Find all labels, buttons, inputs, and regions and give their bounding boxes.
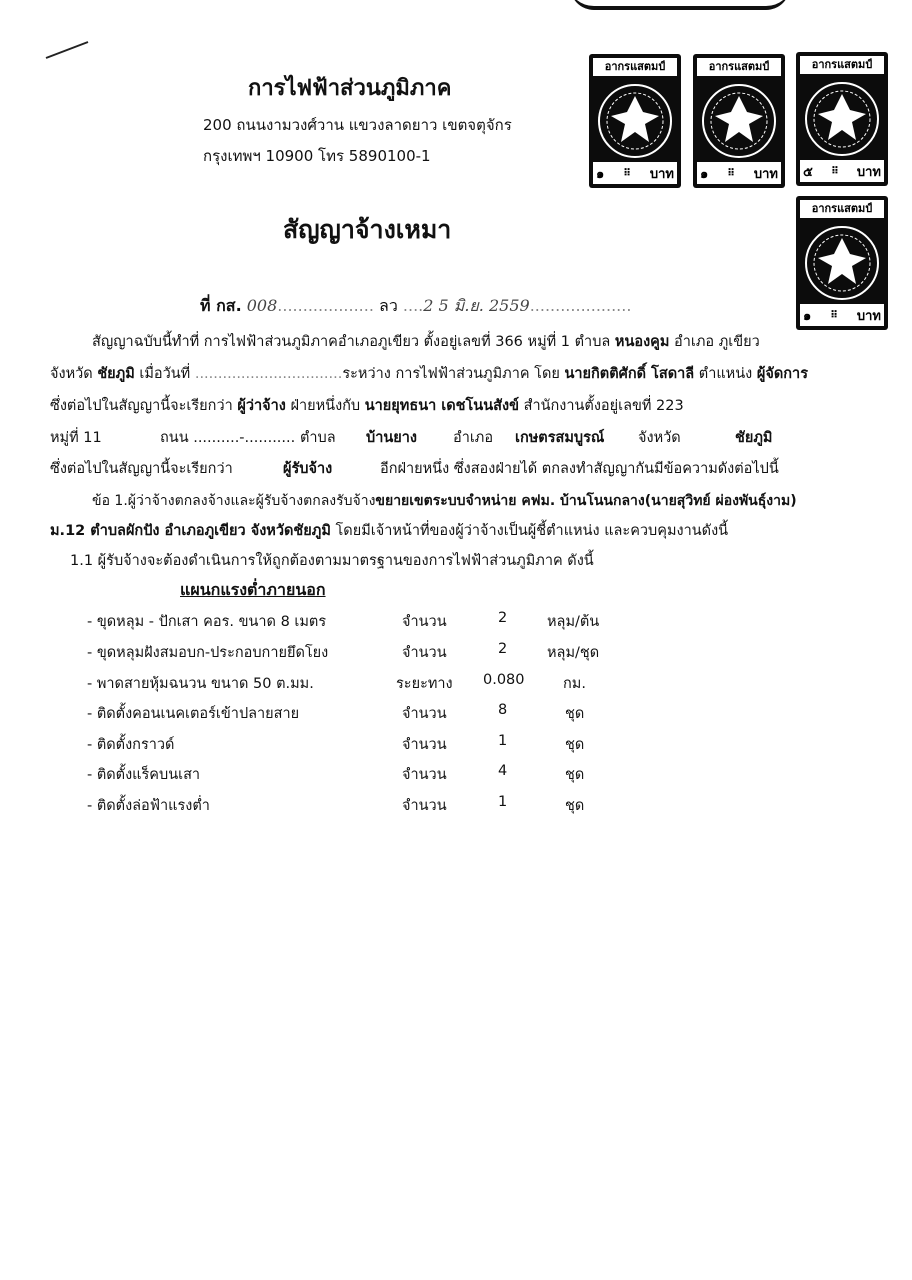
garuda-emblem-icon [796, 76, 888, 162]
item-quantity: 1 [498, 794, 508, 810]
work-item-row [0, 610, 912, 634]
stamp-unit: บาท [649, 166, 674, 182]
item-unit: ชุด [565, 767, 585, 783]
item-unit: หลุม/ต้น [547, 614, 600, 630]
item-description: - ติดตั้งคอนเนคเตอร์เข้าปลายสาย [87, 706, 300, 722]
body-text: สัญญาฉบับนี้ทำที่ การไฟฟ้าส่วนภูมิภาคอำเภอภูเขียว ตั้งอยู่เลขที่ 366 หมู่ที่ 1 ตำบล [92, 334, 611, 350]
stamp-numeral: ๕ [803, 164, 813, 180]
section-heading: แผนกแรงต่ำภายนอก [180, 580, 326, 599]
body-text-bold: นายกิตติศักดิ์ โสดาลี [564, 366, 695, 382]
body-text: ฝ่ายหนึ่งกับ [285, 398, 365, 414]
item-description: - ติดตั้งแร็คบนเสา [87, 767, 201, 783]
item-label: จำนวน [402, 614, 447, 630]
body-text: ถนน ..........-........... [160, 430, 296, 446]
body-text: โดยมีเจ้าหน้าที่ของผู้ว่าจ้างเป็นผู้ชี้ตำแหน่ง และควบคุมงานดังนี้ [330, 523, 729, 539]
body-text-bold: ชัยภูมิ [97, 366, 135, 382]
body-text: หมู่ที่ 11 [50, 430, 102, 446]
item-quantity: 2 [498, 641, 508, 657]
item-label: จำนวน [402, 737, 447, 753]
date-blank: ................................ [194, 366, 343, 382]
body-text: ซึ่งต่อไปในสัญญานี้จะเรียกว่า [50, 398, 238, 414]
body-text-bold: ชัยภูมิ [735, 430, 773, 446]
work-item-row [0, 702, 912, 726]
work-item-row [0, 733, 912, 757]
item-description: - ติดตั้งล่อฟ้าแรงต่ำ [87, 798, 210, 814]
item-quantity: 0.080 [483, 672, 525, 688]
stamp-unit: บาท [856, 308, 881, 324]
item-label: จำนวน [402, 767, 447, 783]
revenue-stamp: อากรแสตมป์ ๑ ⠿ บาท [693, 54, 785, 188]
ref-no-label: ที่ กส. [200, 296, 242, 315]
body-text-bold: ขยายเขตระบบจำหน่าย คฟม. บ้านโนนกลาง(นายสุวิทย์ ผ่องพันธุ์งาม) [375, 493, 797, 509]
item-description: - พาดสายหุ้มฉนวน ขนาด 50 ต.มม. [87, 676, 314, 692]
garuda-emblem-icon [589, 78, 681, 164]
item-description: - ขุดหลุม - ปักเสา คอร. ขนาด 8 เมตร [87, 614, 327, 630]
body-text-bold: หนองคูม [614, 334, 670, 350]
document-title: สัญญาจ้างเหมา [283, 215, 452, 244]
stamp-header: อากรแสตมป์ [697, 58, 781, 76]
body-line-3 [50, 394, 684, 417]
body-text: สำนักงานตั้งอยู่เลขที่ 223 [518, 398, 684, 414]
org-address-line2: กรุงเทพฯ 10900 โทร 5890100-1 [203, 147, 431, 165]
body-text: อำเภอ ภูเขียว [669, 334, 760, 350]
body-text: ตำแหน่ง [694, 366, 757, 382]
body-line-4 [0, 426, 912, 450]
body-text-bold: ผู้รับจ้าง [283, 461, 333, 477]
item-unit: ชุด [565, 798, 585, 814]
body-text-bold: ผู้ว่าจ้าง [237, 398, 286, 414]
body-text: จังหวัด [638, 430, 681, 446]
ref-date-label: ลว [379, 296, 398, 315]
item-label: จำนวน [402, 706, 447, 722]
ref-date-value: 2 5 มิ.ย. 2559 [423, 296, 530, 315]
ref-date-dots: .................... [529, 296, 632, 315]
body-text: ตำบล [300, 430, 336, 446]
body-text-bold: เกษตรสมบูรณ์ [515, 430, 605, 446]
revenue-stamp: อากรแสตมป์ ๑ ⠿ บาท [796, 196, 888, 330]
stamp-numeral: ๑ [700, 166, 709, 182]
item-unit: หลุม/ชุด [547, 645, 600, 661]
stamp-unit: บาท [856, 164, 881, 180]
item-unit: ชุด [565, 737, 585, 753]
body-line-6 [92, 490, 797, 512]
garuda-emblem-icon [796, 220, 888, 306]
item-unit: ชุด [565, 706, 585, 722]
revenue-stamp: อากรแสตมป์ ๑ ⠿ บาท [589, 54, 681, 188]
reference-line: ที่ กส. 008................... ลว ....2 5 มิ.ย. 2559.................... [200, 296, 632, 315]
body-line-1 [92, 330, 760, 353]
stamp-header: อากรแสตมป์ [800, 200, 884, 218]
item-label: จำนวน [402, 645, 447, 661]
work-item-row [0, 763, 912, 787]
item-quantity: 8 [498, 702, 508, 718]
revenue-stamp: อากรแสตมป์ ๕ ⠿ บาท [796, 52, 888, 186]
org-address-line1: 200 ถนนงามวงศ์วาน แขวงลาดยาว เขตจตุจักร [203, 116, 512, 134]
stamp-header: อากรแสตมป์ [593, 58, 677, 76]
body-line-2 [50, 362, 808, 385]
body-text-bold: บ้านยาง [366, 430, 417, 446]
item-quantity: 1 [498, 733, 508, 749]
item-description: - ติดตั้งกราวด์ [87, 737, 175, 753]
ref-no-dots: ................... [277, 296, 374, 315]
body-text: ข้อ 1.ผู้ว่าจ้างตกลงจ้างและผู้รับจ้างตกลงรับจ้าง [92, 493, 376, 509]
body-text: อำเภอ [453, 430, 494, 446]
body-text-bold: ม.12 ตำบลผักปัง อำเภอภูเขียว จังหวัดชัยภูมิ [50, 523, 331, 539]
item-quantity: 4 [498, 763, 508, 779]
item-unit: กม. [563, 676, 586, 692]
item-quantity: 2 [498, 610, 508, 626]
body-line-5 [0, 457, 912, 481]
body-text: จังหวัด [50, 366, 98, 382]
item-description: - ขุดหลุมฝังสมอบก-ประกอบกายยึดโยง [87, 645, 329, 661]
body-text: ซึ่งต่อไปในสัญญานี้จะเรียกว่า [50, 461, 233, 477]
work-item-row [0, 641, 912, 665]
stamp-numeral: ๑ [803, 308, 812, 324]
top-edge-mark [570, 0, 790, 10]
body-line-7 [50, 519, 728, 542]
item-label: ระยะทาง [396, 676, 453, 692]
ref-no-value: 008 [246, 296, 278, 315]
body-text: ระหว่าง การไฟฟ้าส่วนภูมิภาค โดย [342, 366, 565, 382]
work-item-row [0, 794, 912, 818]
body-text-bold: ผู้จัดการ [756, 366, 808, 382]
garuda-emblem-icon [693, 78, 785, 164]
body-text-bold: นายยุทธนา เดชโนนสังข์ [364, 398, 519, 414]
stamp-header: อากรแสตมป์ [800, 56, 884, 74]
body-text: อีกฝ่ายหนึ่ง ซึ่งสองฝ่ายได้ ตกลงทำสัญญากันมีข้อความดังต่อไปนี้ [380, 461, 779, 477]
body-text: เมื่อวันที่ [134, 366, 195, 382]
org-name: การไฟฟ้าส่วนภูมิภาค [248, 76, 452, 101]
body-line-8: 1.1 ผู้รับจ้างจะต้องดำเนินการให้ถูกต้องตามมาตรฐานของการไฟฟ้าส่วนภูมิภาค ดังนี้ [70, 553, 594, 569]
stamp-unit: บาท [753, 166, 778, 182]
item-label: จำนวน [402, 798, 447, 814]
work-item-row [0, 672, 912, 696]
pen-mark [44, 38, 94, 62]
stamp-numeral: ๑ [596, 166, 605, 182]
